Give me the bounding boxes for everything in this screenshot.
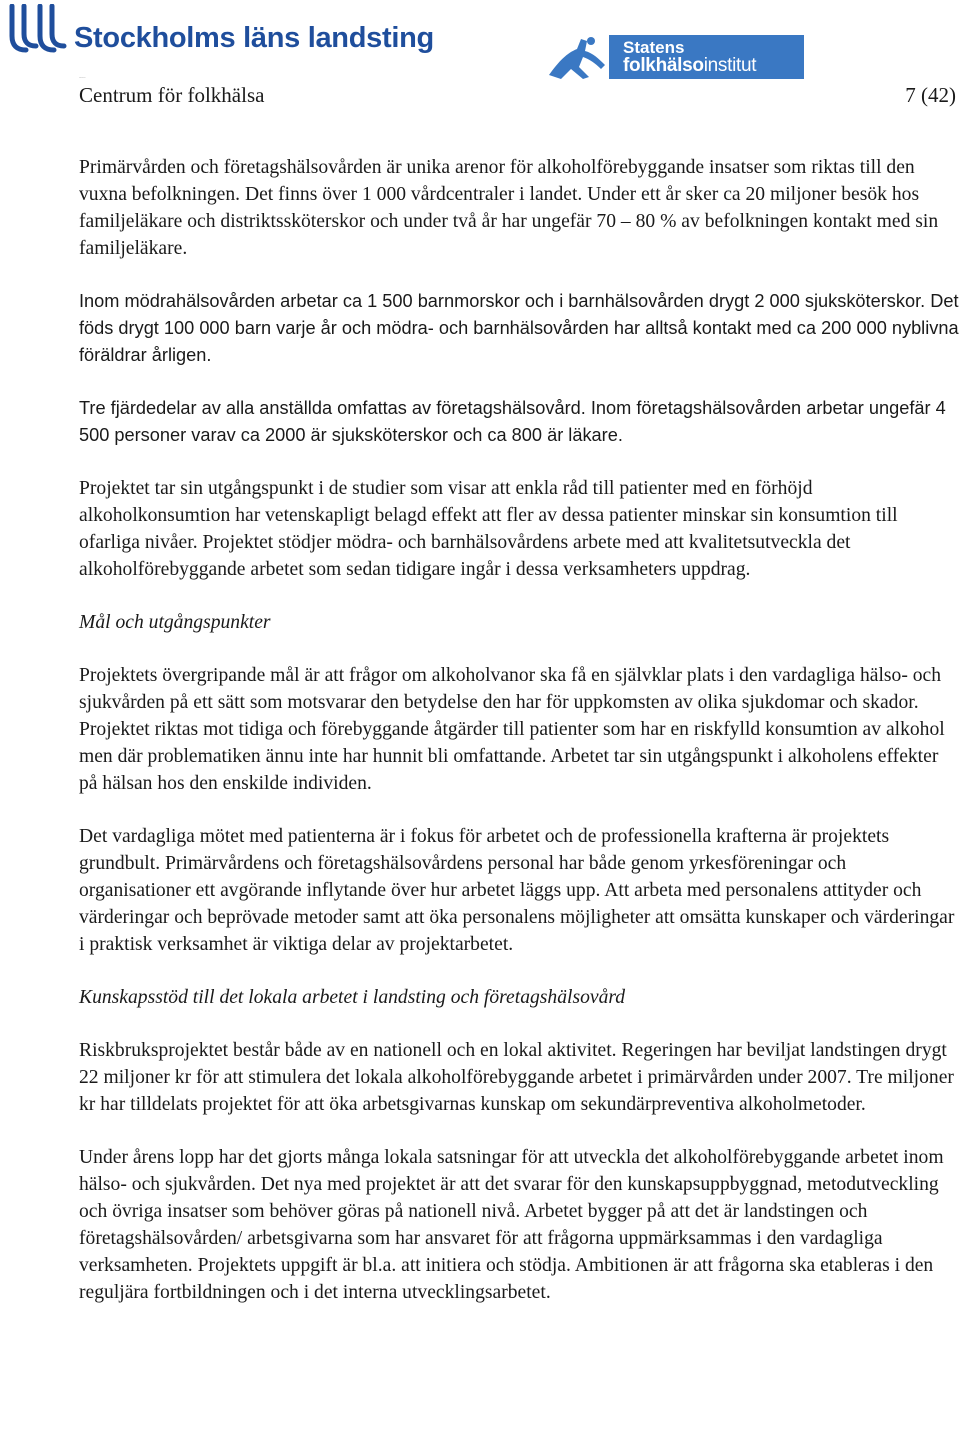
sll-logo (6, 4, 434, 54)
paragraph-5: Projektets övergripande mål är att frågor om alkoholvanor ska få en självklar plats i den vardagliga hälso- och sjukvården på ett sätt som motsvarar den betydelse den har för uppkomsten av olika sjukdomar och skador. Projektet riktas mot tidiga och förebyggande åtgärder till patienter som har en riskfylld konsumtion av alkohol men där problematiken ännu inte har hunnit bli omfattande. Arbetet tar sin utgångspunkt i alkoholens effekter på hälsan hos den enskilde individen. (79, 665, 945, 794)
paragraph-1: Primärvården och företagshälsovården är unika arenor för alkoholförebyggande insatser som riktas till den vuxna befolkningen. Det finns över 1 000 vårdcentraler i landet. Under ett år sker ca 20 miljoner besök hos familjeläkare och distriktssköterskor och under två år har ungefär 70 – 80 % av befolkningen kontakt med sin familjeläkare. (79, 157, 939, 259)
runner-icon (541, 35, 609, 79)
paragraph-4: Projektet tar sin utgångspunkt i de studier som visar att enkla råd till patienter med en förhöjd alkoholkonsumtion har vetenskapligt belagd effekt att fler av dessa patienter minskar sin konsumtion till ofarliga nivåer. Projektet stödjer mödra- och barnhälsovårdens arbete med att kvalitetsutveckla det alkoholförebyggande arbetet som sedan tidigare ingår i dessa verksamheters uppdrag. (79, 478, 898, 580)
sll-logo-name: Stockholms läns landsting (74, 22, 434, 54)
paragraph-3: Tre fjärdedelar av alla anställda omfattas av företagshälsovård. Inom företagshälsovården arbetar ungefär 4 500 personer varav ca 2000 är sjuksköterskor och ca 800 är läkare. (79, 398, 946, 445)
sll-logo-mark-icon (6, 4, 68, 54)
department-title: Centrum för folkhälsa (79, 83, 265, 107)
section-heading-knowledge-support: Kunskapsstöd till det lokala arbetet i landsting och företagshälsovård (79, 987, 626, 1008)
fhi-logo-line2-bold: folkhälso (623, 55, 704, 76)
fhi-logo (541, 35, 804, 79)
fhi-logo-line2-thin: institut (703, 55, 757, 76)
paragraph-6: Det vardagliga mötet med patienterna är i fokus för arbetet och de professionella krafterna är projektets grundbult. Primärvårdens och företagshälsovårdens personal har både genom yrkesföreningar och organisationer ett avgörande inflytande över hur arbetet läggs upp. Att arbeta med personalens attityder och värderingar och beprövade metoder samt att öka personalens möjligheter att omsätta kunskaper och värderingar i praktisk verksamhet är viktiga delar av projektarbetet. (79, 826, 955, 955)
tiny-mark: ~~~ (79, 75, 86, 80)
fhi-logo-line1: Statens (623, 38, 685, 57)
paragraph-2: Inom mödrahälsovården arbetar ca 1 500 barnmorskor och i barnhälsovården drygt 2 000 sjuksköterskor. Det föds drygt 100 000 barn varje år och mödra- och barnhälsovården har alltså kontakt med ca 200 000 nyblivna föräldrar årligen. (79, 291, 959, 365)
paragraph-7: Riskbruksprojektet består både av en nationell och en lokal aktivitet. Regeringen har beviljat landstingen drygt 22 miljoner kr för att stimulera det lokala alkoholförebyggande arbetet i primärvården under 2007. Tre miljoner kr har tilldelats projektet för att öka arbetsgivarnas kunskap om sekundärpreventiva alkoholmetoder. (79, 1040, 954, 1115)
document-body (79, 154, 959, 1332)
fhi-logo-line2 (623, 56, 756, 75)
section-heading-goals: Mål och utgångspunkter (79, 612, 271, 633)
paragraph-8: Under årens lopp har det gjorts många lokala satsningar för att utveckla det alkoholförebyggande arbetet inom hälso- och sjukvården. Det nya med projektet är att det svarar för den kunskapsuppbyggnad, metodutveckling och övriga insatser som behöver göras på nationell nivå. Arbetet bygger på att det är landstingen och företagshälsovården/ arbetsgivarna som har ansvaret för att frågorna uppmärksammas i den vardagliga verksamheten. Projektets uppgift är bl.a. att initiera och stödja. Ambitionen är att frågorna ska etableras i den reguljära fortbildningen och i det interna utvecklingsarbetet. (79, 1147, 944, 1303)
page-number: 7 (42) (905, 83, 956, 107)
